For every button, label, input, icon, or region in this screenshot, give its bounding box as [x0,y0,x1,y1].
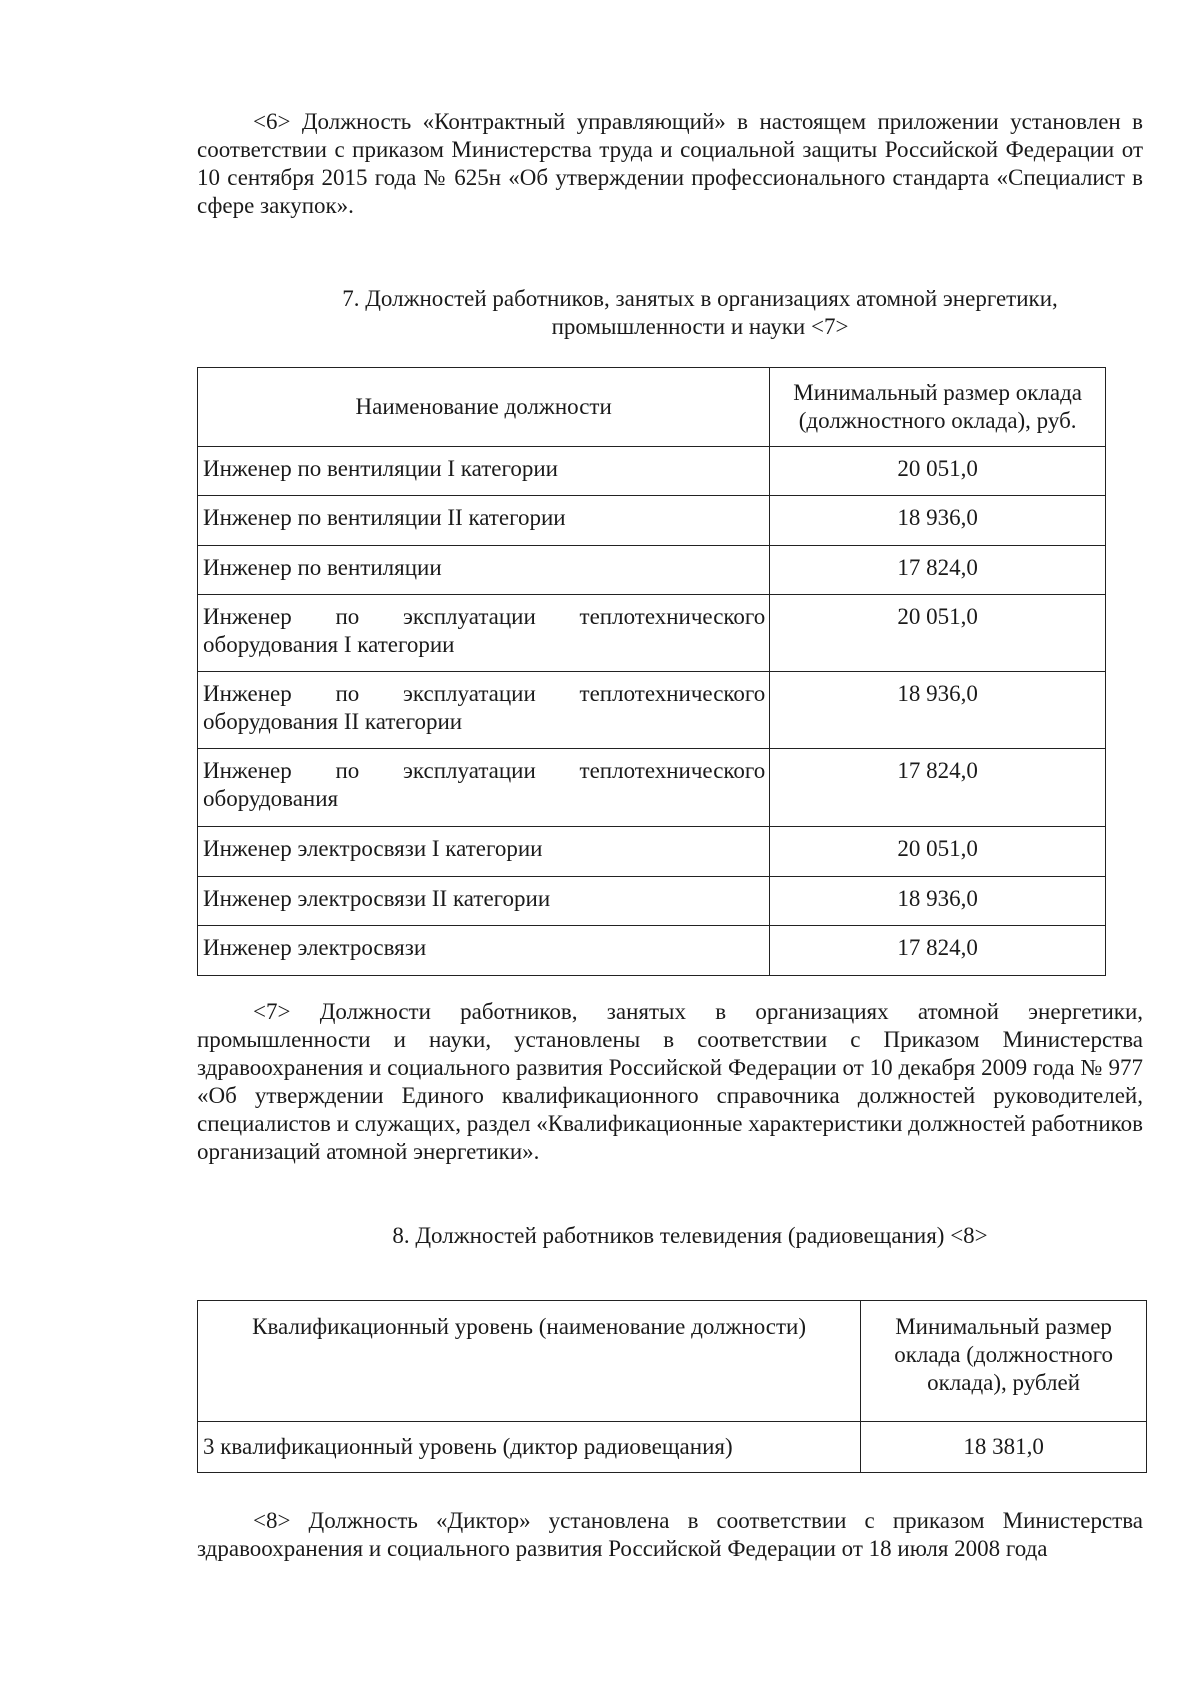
footnote-6 [197,108,1143,220]
table-row [198,546,1106,595]
footnote-7-text: <7> Должности работников, занятых в организациях атомной энергетики, промышленности и науки, установлены в соответствии с Приказом Министерства здравоохранения и социального развития Российской Федерации от 10 декабря 2009 года № 977 «Об утверждении Единого квалификационного справочника должностей руководителей, специалистов и служащих, раздел «Квалификационные характеристики должностей работников организаций атомной энергетики». [197,999,1143,1164]
section-8-table [197,1300,1147,1473]
salary-value: 18 936,0 [770,496,1106,546]
section-7-table [197,367,1106,976]
position-name: Инженер электросвязи [198,926,770,976]
table-row [198,926,1106,976]
qualification-name: 3 квалификационный уровень (диктор радиовещания) [198,1422,861,1473]
salary-value: 20 051,0 [770,447,1106,496]
footnote-6-text: <6> Должность «Контрактный управляющий» в настоящем приложении установлен в соответствии с приказом Министерства труда и социальной защиты Российской Федерации от 10 сентября 2015 года № 625н «Об утверждении профессионального стандарта «Специалист в сфере закупок». [197,109,1143,218]
salary-value: 18 936,0 [770,672,1106,749]
column-header-salary: Минимальный размер оклада (должностного оклада), рублей [861,1301,1147,1422]
salary-value: 18 381,0 [861,1422,1147,1473]
position-name: Инженер электросвязи I категории [198,827,770,877]
salary-value: 17 824,0 [770,749,1106,827]
salary-value: 17 824,0 [770,926,1106,976]
section-7-heading-line-1: 7. Должностей работников, занятых в организациях атомной энергетики, [342,286,1058,311]
table-row [198,447,1106,496]
table-row [198,749,1106,827]
position-name: Инженер по эксплуатации теплотехнического оборудования [198,749,770,827]
table-row [198,877,1106,926]
table-row [198,827,1106,877]
salary-value: 18 936,0 [770,877,1106,926]
column-header-salary: Минимальный размер оклада (должностного оклада), руб. [770,368,1106,447]
table-row [198,496,1106,546]
salary-value: 20 051,0 [770,595,1106,672]
table-row [198,672,1106,749]
table-row [198,595,1106,672]
table-header-row [198,1301,1147,1422]
position-name: Инженер по вентиляции [198,546,770,595]
salary-value: 20 051,0 [770,827,1106,877]
section-7-heading-line-2: промышленности и науки <7> [551,314,849,339]
footnote-8-text: <8> Должность «Диктор» установлена в соответствии с приказом Министерства здравоохранения и социального развития Российской Федерации от 18 июля 2008 года [197,1508,1143,1561]
position-name: Инженер электросвязи II категории [198,877,770,926]
salary-value: 17 824,0 [770,546,1106,595]
footnote-7 [197,998,1143,1166]
position-name: Инженер по эксплуатации теплотехнического оборудования II категории [198,672,770,749]
section-8-heading: 8. Должностей работников телевидения (радиовещания) <8> [392,1223,988,1248]
position-name: Инженер по вентиляции II категории [198,496,770,546]
table-header-row [198,368,1106,447]
column-header-position: Наименование должности [198,368,770,447]
position-name: Инженер по эксплуатации теплотехнического оборудования I категории [198,595,770,672]
footnote-8 [197,1507,1143,1563]
column-header-qualification: Квалификационный уровень (наименование должности) [198,1301,861,1422]
position-name: Инженер по вентиляции I категории [198,447,770,496]
table-row [198,1422,1147,1473]
